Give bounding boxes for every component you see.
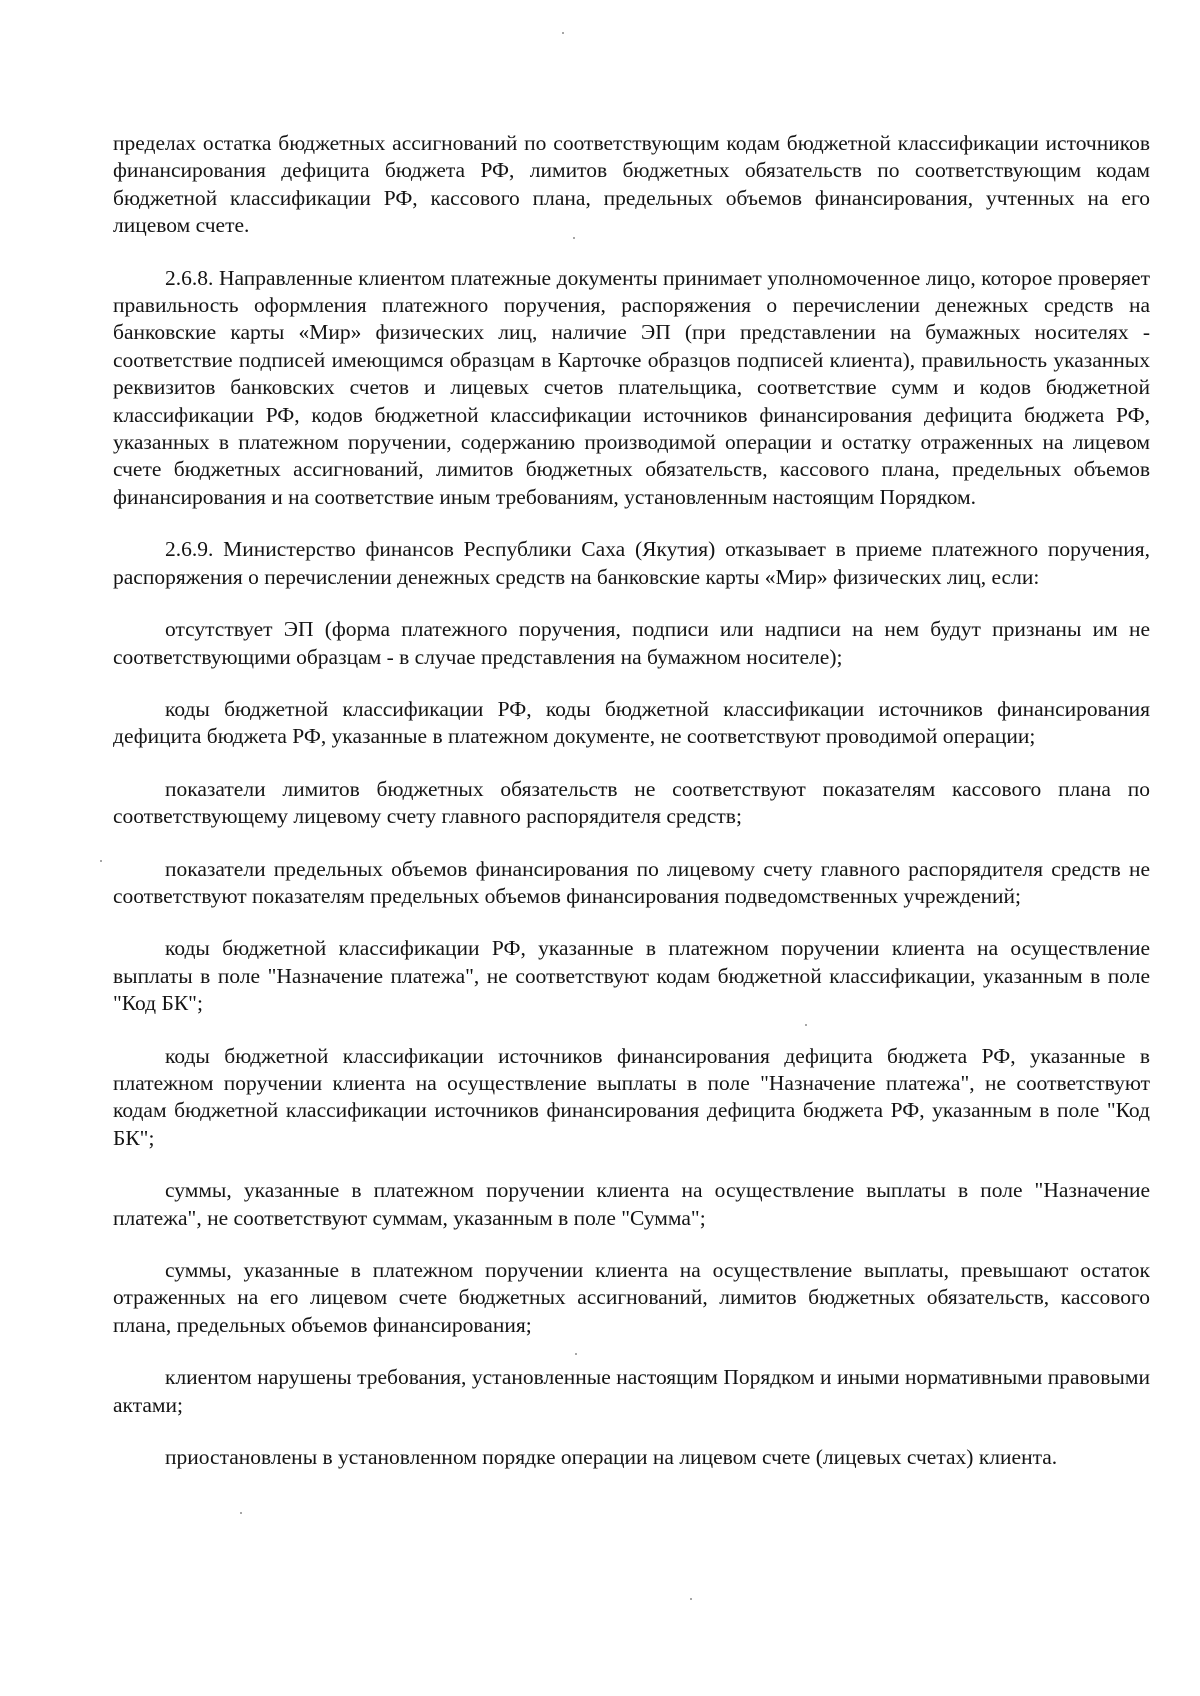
refusal-condition-5: коды бюджетной классификации РФ, указанные в платежном поручении клиента на осуществление выплаты в поле "Назначение платежа", не соответствуют кодам бюджетной классификации, указанным в поле "Код БК";: [113, 936, 1150, 1016]
refusal-condition-2: коды бюджетной классификации РФ, коды бюджетной классификации источников финансирования дефицита бюджета РФ, указанные в платежном документе, не соответствуют проводимой операции;: [113, 696, 1150, 749]
scan-speck: [573, 237, 575, 239]
clause-2-6-8: 2.6.8. Направленные клиентом платежные документы принимает уполномоченное лицо, которое проверяет правильность оформления платежного поручения, распоряжения о перечислении денежных средств на банковские карты «Мир» физических лиц, наличие ЭП (при представлении на бумажных носителях - соответствие подписей имеющимся образцам в Карточке образцов подписей клиента), правильность указанных реквизитов банковских счетов и лицевых счетов плательщика, соответствие сумм и кодов бюджетной классификации РФ, кодов бюджетной классификации источников финансирования дефицита бюджета РФ, указанных в платежном поручении, содержанию производимой операции и остатку отраженных на лицевом счете бюджетных ассигнований, лимитов бюджетных обязательств, кассового плана, предельных объемов финансирования и на соответствие иным требованиям, установленным настоящим Порядком.: [113, 265, 1150, 509]
scan-speck: [690, 1598, 692, 1600]
clause-2-6-9: 2.6.9. Министерство финансов Республики Саха (Якутия) отказывает в приеме платежного поручения, распоряжения о перечислении денежных средств на банковские карты «Мир» физических лиц, если:: [113, 537, 1150, 589]
refusal-condition-8: суммы, указанные в платежном поручении клиента на осуществление выплаты, превышают остаток отраженных на его лицевом счете бюджетных ассигнований, лимитов бюджетных обязательств, кассового плана, предельных объемов финансирования;: [113, 1258, 1150, 1337]
scan-speck: [562, 32, 564, 34]
scan-speck: [240, 1512, 242, 1514]
document-page: [113, 130, 1150, 1496]
scan-speck: [805, 1024, 807, 1026]
scan-speck: [575, 1353, 577, 1355]
refusal-condition-10: приостановлены в установленном порядке операции на лицевом счете (лицевых счетах) клиента.: [165, 1445, 1058, 1470]
refusal-condition-6: коды бюджетной классификации источников финансирования дефицита бюджета РФ, указанные в платежном поручении клиента на осуществление выплаты в поле "Назначение платежа", не соответствуют кодам бюджетной классификации источников финансирования дефицита бюджета РФ, указанным в поле "Код БК";: [113, 1043, 1150, 1150]
refusal-condition-3: показатели лимитов бюджетных обязательств не соответствуют показателям кассового плана по соответствующему лицевому счету главного распорядителя средств;: [113, 776, 1150, 829]
refusal-condition-4: показатели предельных объемов финансирования по лицевому счету главного распорядителя средств не соответствуют показателям предельных объемов финансирования подведомственных учреждений;: [113, 856, 1150, 908]
scan-speck: [100, 860, 102, 862]
refusal-conditions-list: [113, 616, 1150, 1471]
continuation-paragraph: пределах остатка бюджетных ассигнований по соответствующим кодам бюджетной классификации источников финансирования дефицита бюджета РФ, лимитов бюджетных обязательств по соответствующим кодам бюджетной классификации РФ, кассового плана, предельных объемов финансирования, учтенных на его лицевом счете.: [113, 131, 1150, 238]
refusal-condition-1: отсутствует ЭП (форма платежного поручения, подписи или надписи на нем будут признаны им не соответствующими образцам - в случае представления на бумажном носителе);: [113, 617, 1150, 669]
refusal-condition-7: суммы, указанные в платежном поручении клиента на осуществление выплаты в поле "Назначение платежа", не соответствуют суммам, указанным в поле "Сумма";: [113, 1178, 1150, 1230]
refusal-condition-9: клиентом нарушены требования, установленные настоящим Порядком и иными нормативными правовыми актами;: [113, 1365, 1150, 1417]
